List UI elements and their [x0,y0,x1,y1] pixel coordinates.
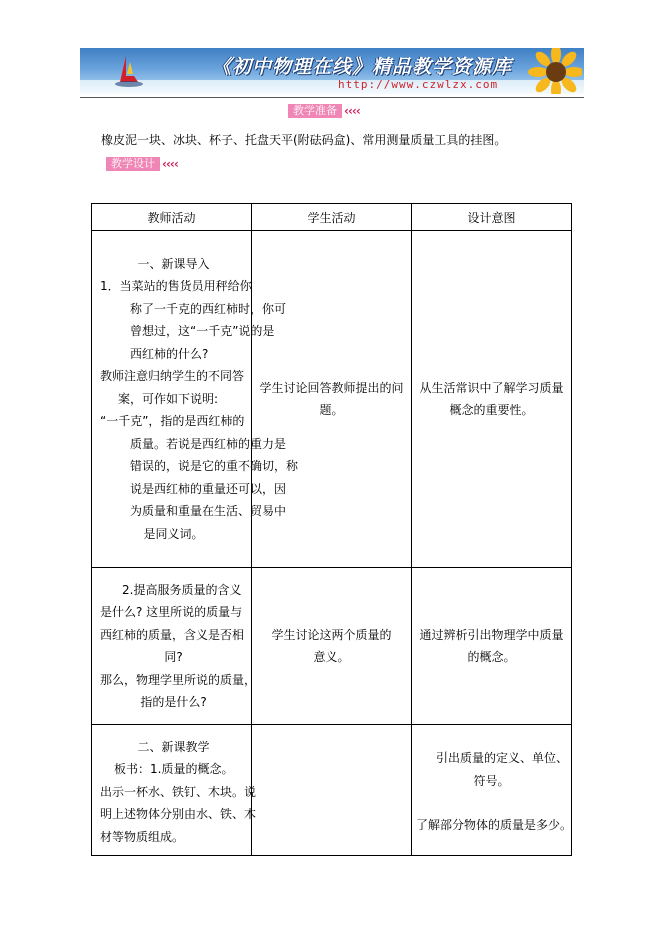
sunflower-icon [522,48,582,94]
teacher-activity-cell [92,568,257,725]
table-row [92,725,572,856]
table-row [92,231,572,568]
text-line: 二、新课教学 [137,739,210,754]
header-teacher-activity: 教师活动 [92,204,252,231]
chevrons-icon: ‹‹‹‹ [344,104,360,118]
section-tag-label: 教学设计 [106,157,160,171]
text-line: 从生活常识中了解学习质量 [419,380,564,395]
prep-materials-text: 橡皮泥一块、冰块、杯子、托盘天平(附砝码盒)、常用测量质量工具的挂图。 [101,133,507,147]
text-line: 那么，物理学里所说的质量， [100,672,257,687]
teacher-activity-cell [92,231,299,568]
chevrons-icon: ‹‹‹‹ [162,157,178,171]
text-line: 2.提高服务质量的含义 [122,582,242,597]
text-line: 曾想过，这“一千克”说的是 [130,324,275,339]
text-line: 是同义词。 [143,526,204,541]
text-line: 一、新课导入 [137,256,210,271]
header-banner [80,48,584,94]
section-tag-design [106,157,178,171]
section-tag-prep [288,104,360,118]
design-intent-cell [412,725,572,856]
banner-title: 《初中物理在线》精品教学资源库 [212,56,513,78]
text-line: 了解部分物体的质量是多少。 [416,818,573,833]
banner-wave [80,80,584,94]
text-line: 同? [164,650,183,664]
header-student-activity: 学生活动 [252,204,412,231]
text-line: 教师注意归纳学生的不同答 [100,369,245,384]
text-line: 板书：1.质量的概念。 [114,762,234,777]
text-line: 质量。若说是西红柿的重力是 [130,436,287,451]
table-header-row [92,204,572,231]
text-line: 指的是什么? [140,695,207,709]
text-line: 错误的，说是它的重不确切，称 [130,459,299,474]
text-line [416,792,567,814]
teacher-activity-cell [92,725,257,856]
text-line: 引出质量的定义、单位、 [436,751,569,766]
text-line: 通过辨析引出物理学中质量 [419,627,564,642]
text-line: 的概念。 [467,650,516,664]
text-line: 西红柿的质量，含义是否相 [100,627,245,642]
design-intent-cell [412,568,572,725]
text-line: 为质量和重量在生活、贸易中 [130,504,287,519]
text-line: 符号。 [473,773,510,788]
site-logo-icon [114,54,144,88]
header-divider [80,97,584,98]
text-line: 材等物质组成。 [100,829,185,844]
text-line: 学生讨论这两个质量的 [271,627,392,642]
text-line: 案，可作如下说明: [118,391,219,406]
text-line: 西红柿的什么? [130,346,209,361]
text-line: 说是西红柿的重量还可以，因 [130,481,287,496]
student-activity-cell [252,725,412,856]
student-activity-cell [252,568,412,725]
header-design-intent: 设计意图 [412,204,572,231]
design-intent-cell [412,231,572,568]
text-line: 1．当菜站的售货员用秤给你 [100,279,252,294]
text-line: 题。 [319,403,344,417]
text-line: 概念的重要性。 [449,403,534,417]
section-tag-label: 教学准备 [288,104,342,118]
text-line: 明上述物体分别由水、铁、木 [100,807,257,822]
text-line: 意义。 [313,650,350,664]
text-line: 学生讨论回答教师提出的问 [259,380,404,395]
table-row [92,568,572,725]
lesson-design-table [91,203,572,856]
text-line: 是什么? 这里所说的质量与 [100,605,243,619]
text-line: 称了一千克的西红柿时，你可 [130,301,287,316]
banner-url[interactable]: http://www.czwlzx.com [338,78,499,91]
text-line: 出示一杯水、铁钉、木块。说 [100,784,257,799]
text-line: “一千克”，指的是西红柿的 [100,414,245,429]
